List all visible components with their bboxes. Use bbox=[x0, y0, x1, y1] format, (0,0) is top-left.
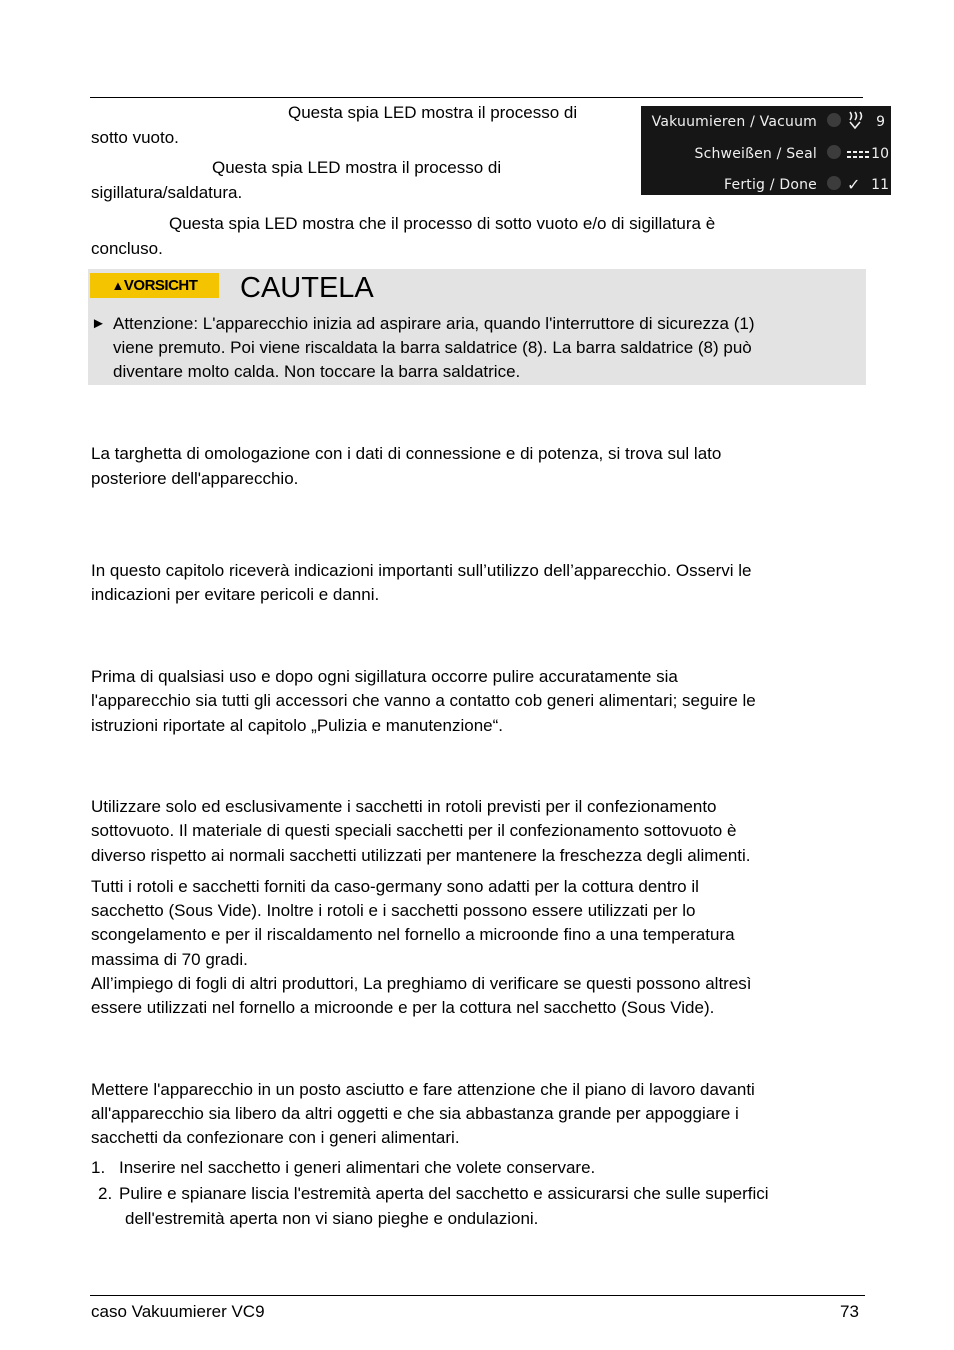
paragraph-usage-intro-line2: indicazioni per evitare pericoli e danni. bbox=[91, 585, 380, 604]
vorsicht-badge bbox=[90, 273, 219, 298]
header-rule bbox=[90, 97, 863, 98]
paragraph-rating-plate-line2: posteriore dell'apparecchio. bbox=[91, 469, 299, 488]
vacuum-symbol-icon bbox=[847, 110, 865, 138]
led-label-done: Fertig / Done bbox=[724, 177, 817, 193]
led-desc-vacuum-line1: Questa spia LED mostra il processo di bbox=[288, 103, 578, 122]
caution-line-3: diventare molto calda. Non toccare la barra saldatrice. bbox=[113, 362, 521, 381]
paragraph-rating-plate-line1: La targhetta di omologazione con i dati di connessione e di potenza, si trova sul lato bbox=[91, 444, 722, 463]
caution-line-1: Attenzione: L'apparecchio inizia ad aspirare aria, quando l'interruttore di sicurezza (1) bbox=[113, 314, 755, 333]
paragraph-cleaning-line2: l'apparecchio sia tutti gli accessori che vanno a contatto cob generi alimentari; seguire le bbox=[91, 691, 756, 710]
paragraph-bags-line1: Utilizzare solo ed esclusivamente i sacchetti in rotoli previsti per il confezionamento bbox=[91, 797, 717, 816]
led-row-vacuum bbox=[641, 108, 891, 132]
paragraph-placement-line1: Mettere l'apparecchio in un posto asciutto e fare attenzione che il piano di lavoro davanti bbox=[91, 1080, 755, 1099]
paragraph-usage-intro-line1: In questo capitolo riceverà indicazioni importanti sull’utilizzo dell’apparecchio. Osservi le bbox=[91, 561, 752, 580]
led-light-vacuum bbox=[827, 113, 841, 127]
footer-page-number: 73 bbox=[840, 1302, 859, 1321]
led-row-seal bbox=[641, 140, 891, 164]
led-light-done bbox=[827, 176, 841, 190]
paragraph-bags-line2: sottovuoto. Il materiale di questi speciali sacchetti per il confezionamento sottovuoto è bbox=[91, 821, 737, 840]
caution-box bbox=[88, 269, 866, 385]
paragraph-sousvide-line5: All’impiego di fogli di altri produttori, La preghiamo di verificare se questi possono altresì bbox=[91, 974, 752, 993]
led-indicator-panel bbox=[641, 106, 891, 195]
led-number-vacuum: 9 bbox=[876, 114, 885, 130]
paragraph-sousvide-line6: essere utilizzati nel fornello a microonde e per la cottura nel sacchetto (Sous Vide). bbox=[91, 998, 715, 1017]
paragraph-placement-line3: sacchetti da confezionare con i generi alimentari. bbox=[91, 1128, 460, 1147]
paragraph-sousvide-line3: scongelamento e per il riscaldamento nel fornello a microonde fino a una temperatura bbox=[91, 925, 735, 944]
led-desc-seal-line1: Questa spia LED mostra il processo di bbox=[212, 158, 502, 177]
paragraph-sousvide-line4: massima di 70 gradi. bbox=[91, 950, 248, 969]
step-2-number: 2. bbox=[98, 1184, 113, 1203]
led-label-seal: Schweißen / Seal bbox=[694, 146, 817, 162]
badge-label: VORSICHT bbox=[123, 277, 198, 294]
led-row-done bbox=[641, 171, 891, 195]
led-desc-done-line2: concluso. bbox=[91, 239, 163, 258]
led-number-done: 11 bbox=[871, 177, 889, 193]
paragraph-cleaning-line1: Prima di qualsiasi uso e dopo ogni sigillatura occorre pulire accuratamente sia bbox=[91, 667, 678, 686]
paragraph-bags-line3: diverso rispetto ai normali sacchetti utilizzati per mantenere la freschezza degli alimenti. bbox=[91, 846, 751, 865]
paragraph-placement-line2: all'apparecchio sia libero da altri oggetti e che sia abbastanza grande per appoggiare i bbox=[91, 1104, 739, 1123]
step-2-text-line1: Pulire e spianare liscia l'estremità aperta del sacchetto e assicurarsi che sulle superfici bbox=[119, 1184, 769, 1203]
caution-title: CAUTELA bbox=[240, 272, 374, 304]
paragraph-cleaning-line3: istruzioni riportate al capitolo „Pulizia e manutenzione“. bbox=[91, 716, 503, 735]
step-2-text-line2: dell'estremità aperta non vi siano pieghe e ondulazioni. bbox=[125, 1209, 539, 1228]
seal-symbol-icon bbox=[847, 144, 873, 168]
paragraph-sousvide-line1: Tutti i rotoli e sacchetti forniti da caso-germany sono adatti per la cottura dentro il bbox=[91, 877, 699, 896]
led-label-vacuum: Vakuumieren / Vacuum bbox=[651, 114, 817, 130]
footer-rule bbox=[90, 1295, 865, 1296]
checkmark-icon: ✓ bbox=[847, 175, 861, 194]
step-1-text: Inserire nel sacchetto i generi alimentari che volete conservare. bbox=[119, 1158, 596, 1177]
paragraph-sousvide-line2: sacchetto (Sous Vide). Inoltre i rotoli e i sacchetti possono essere utilizzati per lo bbox=[91, 901, 696, 920]
bullet-arrow-icon: ► bbox=[91, 315, 106, 332]
led-desc-seal-line2: sigillatura/saldatura. bbox=[91, 183, 243, 202]
step-1-number: 1. bbox=[91, 1158, 106, 1177]
led-light-seal bbox=[827, 145, 841, 159]
led-desc-vacuum-line2: sotto vuoto. bbox=[91, 128, 179, 147]
led-number-seal: 10 bbox=[871, 146, 889, 162]
led-desc-done-line1: Questa spia LED mostra che il processo di sotto vuoto e/o di sigillatura è bbox=[169, 214, 716, 233]
footer-product-name: caso Vakuumierer VC9 bbox=[91, 1302, 265, 1321]
warning-triangle-icon: ▲ bbox=[111, 278, 124, 293]
caution-line-2: viene premuto. Poi viene riscaldata la barra saldatrice (8). La barra saldatrice (8) può bbox=[113, 338, 752, 357]
